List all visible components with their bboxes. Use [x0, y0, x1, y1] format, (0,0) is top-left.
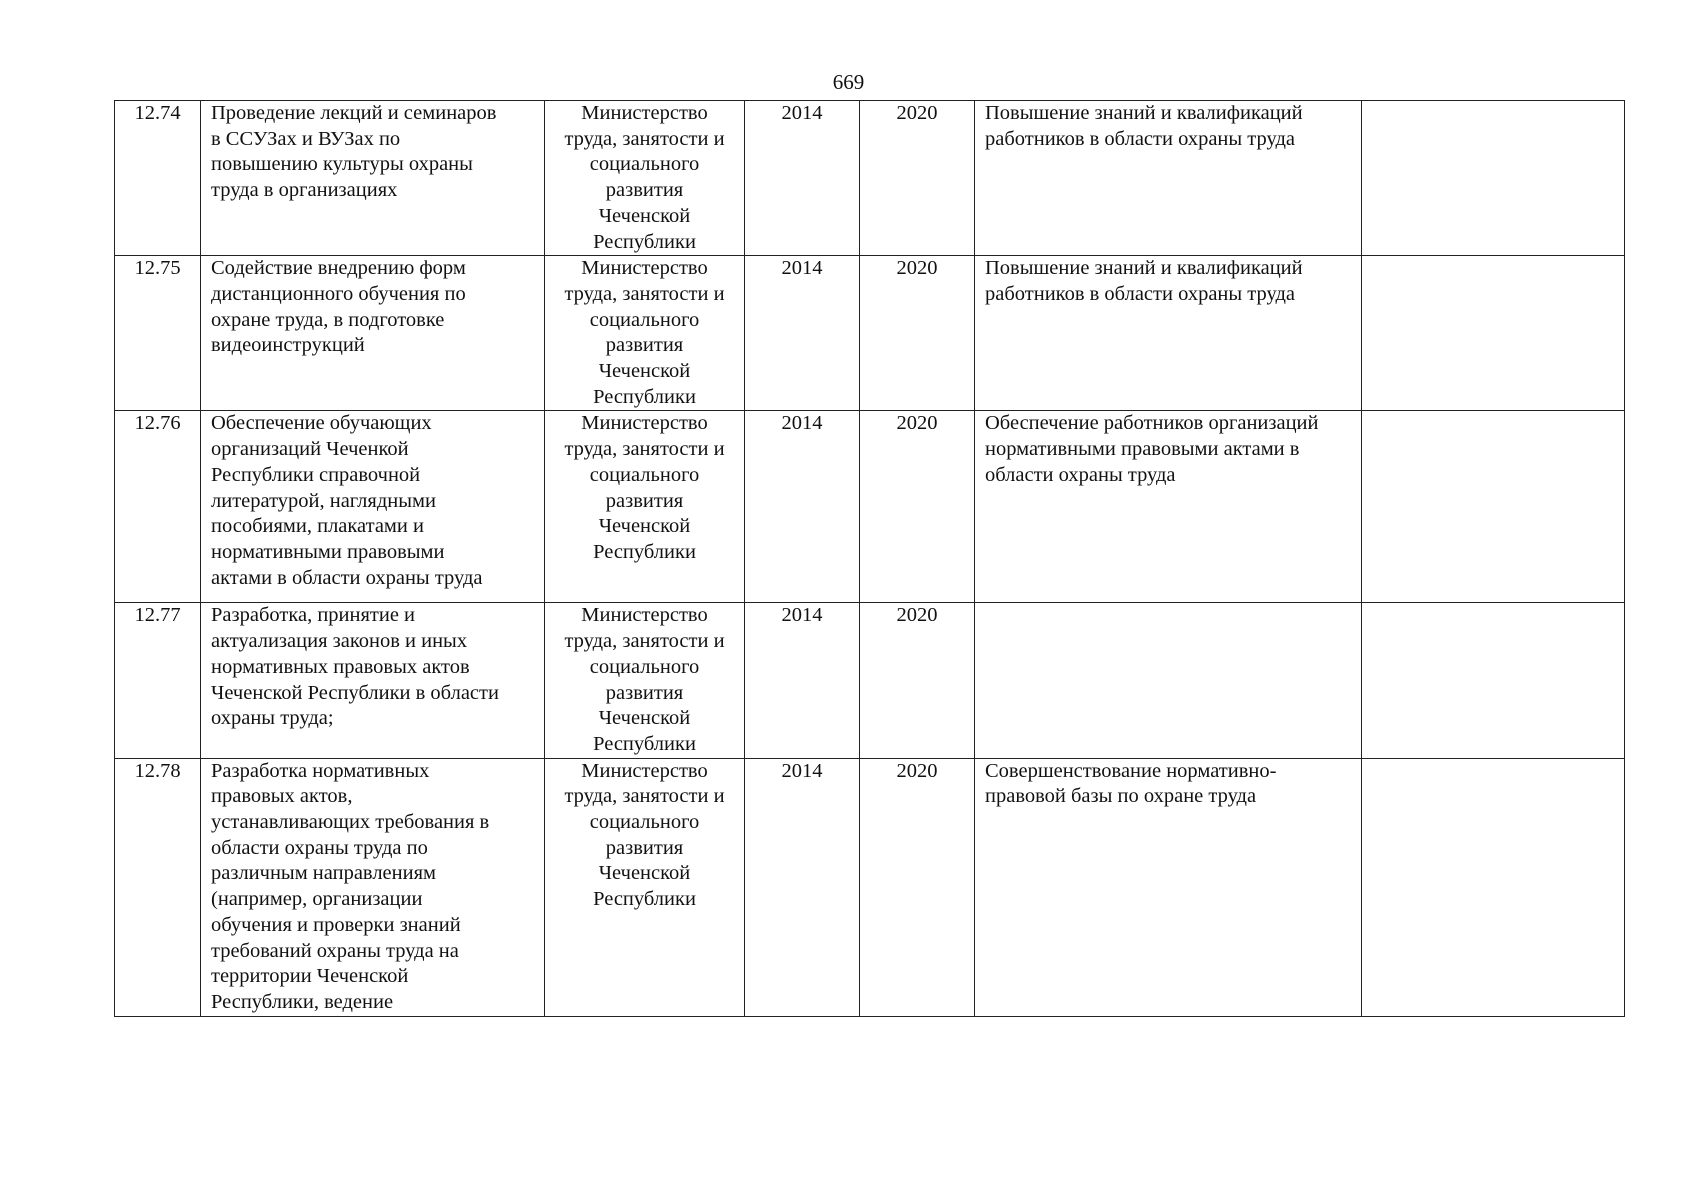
measure-description-line: правовых актов, [211, 785, 353, 808]
start-year: 2014 [745, 101, 860, 256]
responsible-organization-line: социального [589, 153, 700, 176]
measure-description-line: повышению культуры охраны [211, 153, 473, 176]
table-body [115, 101, 1625, 1017]
expected-result-line: правовой базы по охране труда [985, 785, 1257, 808]
expected-result [975, 411, 1362, 603]
start-year: 2014 [745, 603, 860, 758]
end-year: 2020 [860, 411, 975, 603]
page-number: 669 [832, 70, 865, 94]
responsible-organization-line: труда, занятости и [564, 438, 725, 461]
responsible-organization-line: Чеченской [598, 515, 691, 538]
measure-description-line: устанавливающих требования в [211, 811, 490, 834]
measure-description-line: обучения и проверки знаний [211, 913, 461, 936]
responsible-organization [545, 101, 745, 256]
measure-description-line: охране труда, в подготовке [211, 308, 445, 331]
measure-description [201, 256, 545, 411]
measure-description-line: охраны труда; [211, 707, 334, 730]
measure-description-line: Разработка нормативных [211, 759, 430, 782]
table-row [115, 411, 1625, 603]
measure-description-line: Содействие внедрению форм [211, 257, 466, 280]
measures-table [114, 100, 1625, 1017]
table-row [115, 758, 1625, 1016]
measure-description-line: в ССУЗах и ВУЗах по [211, 127, 401, 150]
responsible-organization-line: Республики [593, 888, 696, 911]
note-cell [1362, 758, 1625, 1016]
responsible-organization-line: труда, занятости и [564, 630, 725, 653]
item-number: 12.75 [115, 256, 201, 411]
responsible-organization-line: развития [605, 681, 684, 704]
table-row [115, 256, 1625, 411]
end-year: 2020 [860, 758, 975, 1016]
responsible-organization-line: Чеченской [598, 360, 691, 383]
measure-description-line: актами в области охраны труда [211, 566, 483, 589]
expected-result [975, 603, 1362, 758]
responsible-organization-line: развития [605, 334, 684, 357]
start-year: 2014 [745, 411, 860, 603]
measure-description-line: Разработка, принятие и [211, 604, 416, 627]
note-cell [1362, 603, 1625, 758]
item-number: 12.77 [115, 603, 201, 758]
measure-description-line: требований охраны труда на [211, 939, 459, 962]
measure-description-line: видеоинструкций [211, 334, 365, 357]
measure-description-line: различным направлениям [211, 862, 436, 885]
measure-description-line: нормативных правовых актов [211, 655, 470, 678]
measure-description-line: литературой, наглядными [211, 489, 436, 512]
measure-description-line: труда в организациях [211, 179, 398, 202]
measure-description-line: организаций Чеченкой [211, 438, 409, 461]
measure-description-line: Республики, ведение [211, 990, 394, 1013]
responsible-organization [545, 603, 745, 758]
measure-description-line: дистанционного обучения по [211, 282, 466, 305]
measure-description-line: пособиями, плакатами и [211, 515, 424, 538]
expected-result [975, 256, 1362, 411]
responsible-organization-line: социального [589, 308, 700, 331]
note-cell [1362, 256, 1625, 411]
end-year: 2020 [860, 256, 975, 411]
responsible-organization-line: развития [605, 179, 684, 202]
responsible-organization-line: Министерство [581, 759, 708, 782]
end-year: 2020 [860, 101, 975, 256]
responsible-organization-line: труда, занятости и [564, 282, 725, 305]
item-number: 12.74 [115, 101, 201, 256]
responsible-organization-line: развития [605, 489, 684, 512]
measure-description-line: области охраны труда по [211, 836, 428, 859]
measure-description-line: территории Чеченской [211, 965, 409, 988]
responsible-organization-line: социального [589, 811, 700, 834]
responsible-organization-line: Чеченской [598, 204, 691, 227]
measure-description [201, 603, 545, 758]
responsible-organization-line: Республики [593, 732, 696, 755]
item-number: 12.78 [115, 758, 201, 1016]
measure-description-line: нормативными правовыми [211, 540, 445, 563]
responsible-organization-line: Республики [593, 385, 696, 408]
measure-description-line: Республики справочной [211, 463, 421, 486]
measure-description-line: Проведение лекций и семинаров [211, 102, 497, 124]
expected-result-line: Совершенствование нормативно- [985, 759, 1277, 782]
responsible-organization-line: развития [605, 836, 684, 859]
expected-result-line: Повышение знаний и квалификаций [985, 257, 1303, 280]
responsible-organization-line: труда, занятости и [564, 127, 725, 150]
responsible-organization [545, 256, 745, 411]
responsible-organization-line: социального [589, 463, 700, 486]
measure-description-line: актуализация законов и иных [211, 630, 468, 653]
note-cell [1362, 101, 1625, 256]
responsible-organization-line: Министерство [581, 604, 708, 627]
end-year: 2020 [860, 603, 975, 758]
expected-result [975, 101, 1362, 256]
responsible-organization-line: Министерство [581, 412, 708, 435]
expected-result-line: Повышение знаний и квалификаций [985, 102, 1303, 124]
measure-description-line: (например, организации [211, 888, 423, 911]
start-year: 2014 [745, 256, 860, 411]
expected-result-line: области охраны труда [985, 463, 1176, 486]
expected-result-line: нормативными правовыми актами в [985, 438, 1300, 461]
responsible-organization [545, 758, 745, 1016]
responsible-organization-line: Республики [593, 230, 696, 253]
note-cell [1362, 411, 1625, 603]
responsible-organization-line: социального [589, 655, 700, 678]
table-row [115, 101, 1625, 256]
expected-result-line: Обеспечение работников организаций [985, 412, 1319, 435]
responsible-organization-line: труда, занятости и [564, 785, 725, 808]
responsible-organization-line: Республики [593, 540, 696, 563]
measure-description [201, 411, 545, 603]
expected-result-line: работников в области охраны труда [985, 127, 1295, 150]
responsible-organization [545, 411, 745, 603]
measure-description [201, 101, 545, 256]
measure-description-line: Чеченской Республики в области [211, 681, 499, 704]
item-number: 12.76 [115, 411, 201, 603]
measure-description [201, 758, 545, 1016]
responsible-organization-line: Министерство [581, 257, 708, 280]
expected-result [975, 758, 1362, 1016]
table-row [115, 603, 1625, 758]
expected-result-line: работников в области охраны труда [985, 282, 1295, 305]
responsible-organization-line: Чеченской [598, 707, 691, 730]
responsible-organization-line: Чеченской [598, 862, 691, 885]
start-year: 2014 [745, 758, 860, 1016]
measure-description-line: Обеспечение обучающих [211, 412, 432, 435]
responsible-organization-line: Министерство [581, 102, 708, 124]
